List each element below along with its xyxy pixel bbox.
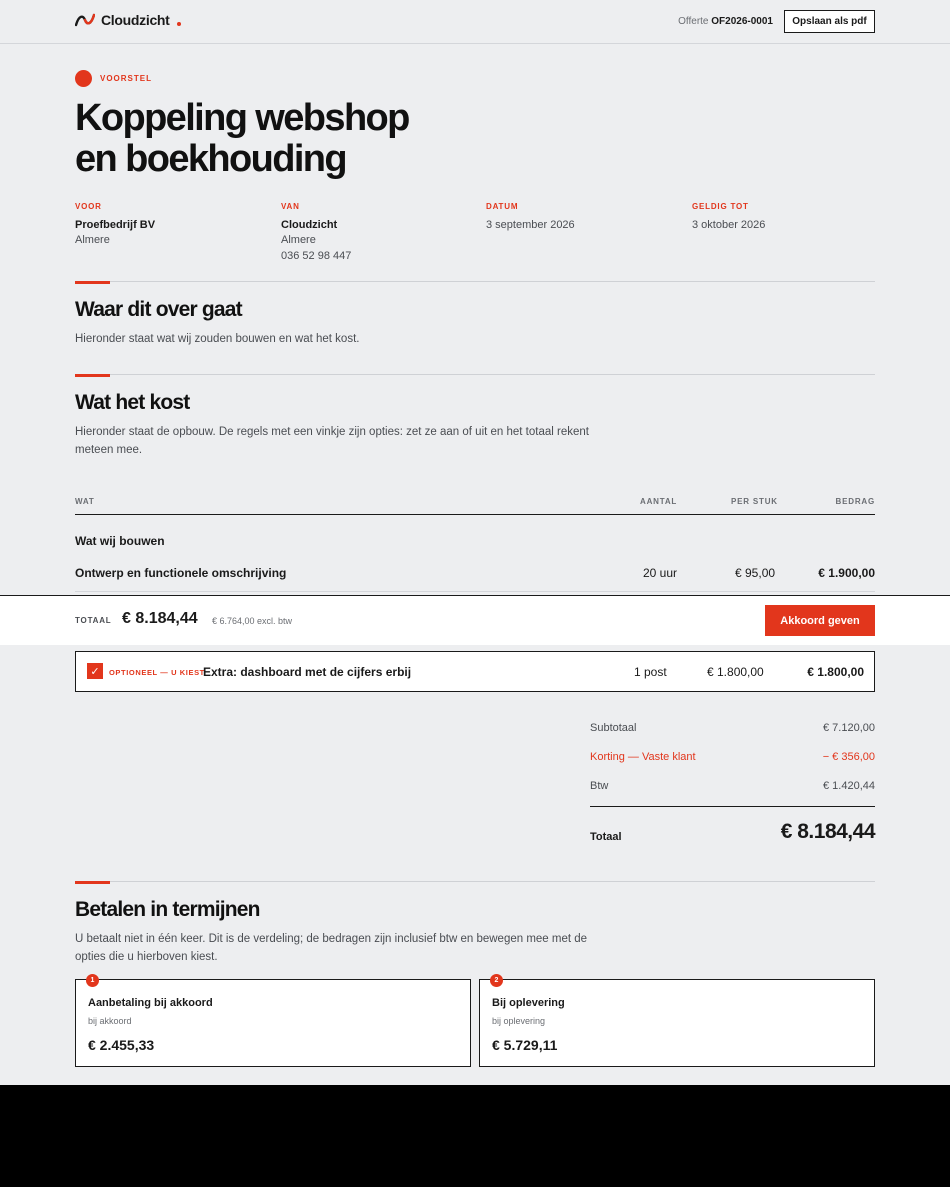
optional-tag: OPTIONEEL — U KIEST [109, 668, 205, 677]
term-title: Bij oplevering [492, 997, 565, 1009]
discount-value: − € 356,00 [822, 751, 875, 763]
term-amount: € 5.729,11 [492, 1037, 558, 1053]
section-accent [75, 281, 110, 284]
sticky-total-excl-vat: € 6.764,00 excl. btw [212, 616, 293, 626]
section-divider [75, 881, 875, 882]
meta-voor-city: Almere [75, 234, 110, 246]
term-subtitle: bij oplevering [492, 1016, 546, 1026]
optional-line-item[interactable] [75, 651, 875, 692]
meta-voor [75, 202, 275, 247]
optional-item-name: Extra: dashboard met de cijfers erbij [203, 665, 412, 679]
optional-item-qty: 1 post [634, 665, 667, 679]
column-header-per-stuk: PER STUK [731, 497, 778, 506]
row-divider [75, 591, 875, 592]
meta-geldig [692, 202, 892, 232]
payment-term-card [75, 979, 471, 1067]
meta-datum-label: DATUM [486, 202, 519, 211]
title-line-2: en boekhouding [75, 138, 347, 180]
section-terms-title: Betalen in termijnen [75, 898, 260, 921]
page-title [75, 98, 575, 180]
brand-logo[interactable] [75, 12, 181, 28]
section-divider [75, 374, 875, 375]
vat-label: Btw [590, 780, 609, 792]
column-header-bedrag: BEDRAG [835, 497, 875, 506]
section-cost-title: Wat het kost [75, 391, 190, 414]
checkmark-icon: ✓ [90, 665, 100, 678]
subtotal-value: € 7.120,00 [823, 722, 875, 734]
column-header-aantal: AANTAL [640, 497, 678, 506]
term-title: Aanbetaling bij akkoord [88, 997, 213, 1009]
meta-van-label: VAN [281, 202, 300, 211]
meta-geldig-value: 3 oktober 2026 [692, 219, 766, 231]
total-label: Totaal [590, 831, 622, 843]
top-bar [0, 0, 950, 44]
term-amount: € 2.455,33 [88, 1037, 155, 1053]
meta-geldig-label: GELDIG TOT [692, 202, 749, 211]
meta-van-name: Cloudzicht [281, 219, 338, 231]
brand-name: Cloudzicht [101, 12, 170, 28]
meta-van [281, 202, 481, 263]
meta-voor-name: Proefbedrijf BV [75, 219, 156, 231]
meta-voor-label: VOOR [75, 202, 102, 211]
accept-button[interactable]: Akkoord geven [765, 605, 875, 636]
line-item-unit-price: € 95,00 [735, 566, 776, 580]
summary-divider [590, 806, 875, 807]
line-item-qty: 20 uur [643, 566, 678, 580]
meta-datum [486, 202, 686, 232]
meta-van-phone[interactable]: 036 52 98 447 [281, 250, 352, 262]
brand-dot [177, 22, 181, 26]
optional-item-unit-price: € 1.800,00 [707, 665, 764, 679]
section-accent [75, 374, 110, 377]
term-subtitle: bij akkoord [88, 1016, 132, 1026]
line-item-name: Ontwerp en functionele omschrijving [75, 566, 287, 580]
sticky-total-bar [0, 595, 950, 645]
section-accent [75, 881, 110, 884]
line-item-amount: € 1.900,00 [818, 566, 875, 580]
sticky-total-label: TOTAAL [75, 616, 112, 625]
column-header-wat: WAT [75, 497, 95, 506]
subtotal-label: Subtotaal [590, 722, 637, 734]
offer-number: OF2026-0001 [711, 16, 773, 27]
meta-van-city: Almere [281, 234, 316, 246]
term-number-badge: 1 [86, 974, 99, 987]
vat-value: € 1.420,44 [823, 780, 875, 792]
title-line-1: Koppeling webshop [75, 97, 409, 139]
discount-label: Korting — Vaste klant [590, 751, 696, 763]
option-checkbox[interactable] [87, 663, 103, 679]
offer-reference [678, 16, 773, 27]
section-divider [75, 281, 875, 282]
section-cost-text: Hieronder staat de opbouw. De regels met een vinkje zijn opties: zet ze aan of uit en het totaal rekent meteen mee. [75, 426, 589, 456]
table-header-line [75, 514, 875, 515]
sticky-total-amount: € 8.184,44 [122, 610, 198, 627]
section-about-text: Hieronder staat wat wij zouden bouwen en wat het kost. [75, 333, 360, 345]
badge-dot-icon [75, 70, 92, 87]
optional-item-amount: € 1.800,00 [807, 665, 864, 679]
line-group-title: Wat wij bouwen [75, 534, 165, 548]
term-number-badge: 2 [490, 974, 503, 987]
section-terms-text: U betaalt niet in één keer. Dit is de verdeling; de bedragen zijn inclusief btw en bewegen mee met de opties die u hierboven kiest. [75, 933, 588, 963]
offer-label: Offerte [678, 16, 709, 27]
cloudzicht-logo-icon [75, 12, 95, 28]
save-pdf-button[interactable]: Opslaan als pdf [784, 10, 875, 33]
payment-term-card [479, 979, 875, 1067]
meta-datum-value: 3 september 2026 [486, 219, 575, 231]
section-about-title: Waar dit over gaat [75, 298, 242, 321]
proposal-badge [75, 70, 152, 87]
badge-label: VOORSTEL [100, 74, 153, 83]
total-value: € 8.184,44 [780, 820, 875, 843]
